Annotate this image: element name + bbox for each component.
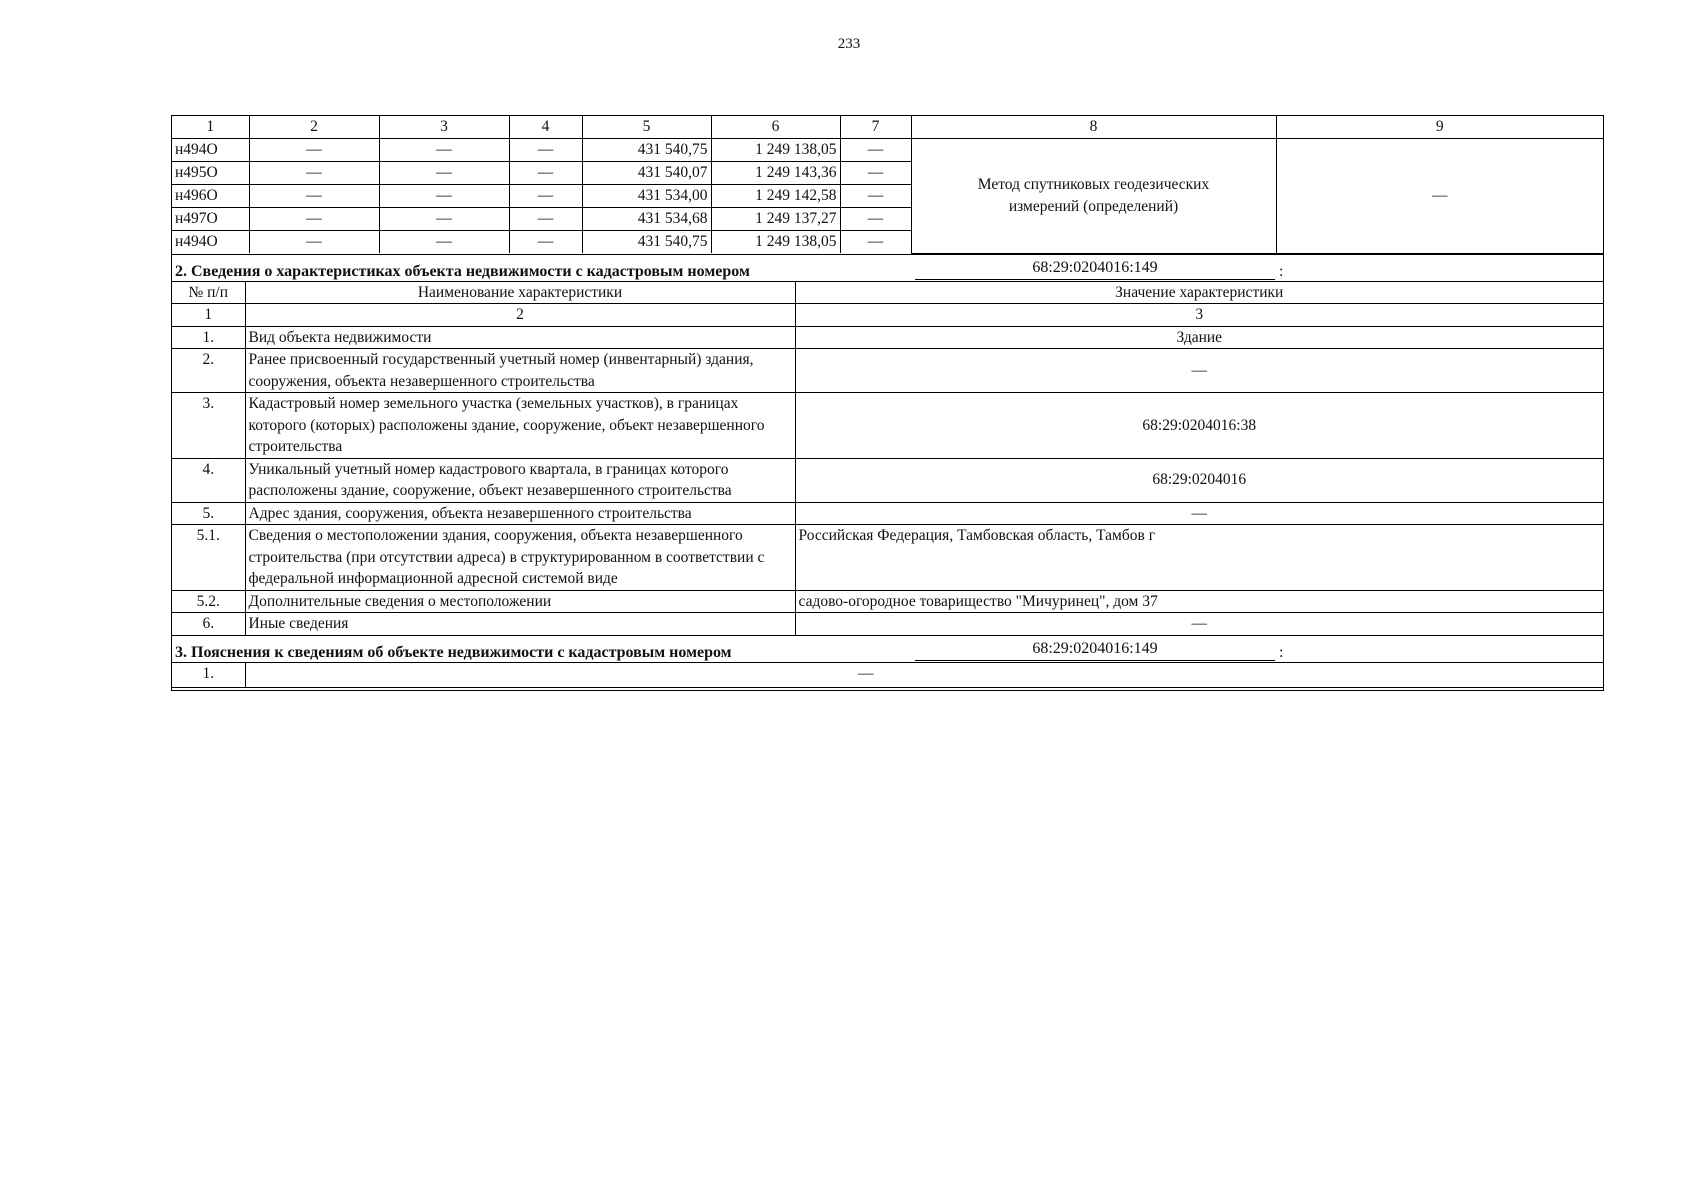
coord-x: 431 534,68 <box>582 208 711 231</box>
table-cell: — <box>249 208 379 231</box>
row-number: 4. <box>172 458 245 502</box>
row-number: 3. <box>172 393 245 459</box>
characteristics-header-row <box>172 282 1603 304</box>
table-row <box>172 349 1603 393</box>
section2-title: 2. Сведения о характеристиках объекта недвижимости с кадастровым номером <box>175 262 750 280</box>
table-cell: — <box>509 208 582 231</box>
table-cell: — <box>379 185 509 208</box>
table-row <box>172 613 1603 635</box>
table-cell: — <box>379 139 509 162</box>
coord-y: 1 249 142,58 <box>711 185 840 208</box>
table-row <box>172 502 1603 525</box>
coord-y: 1 249 137,27 <box>711 208 840 231</box>
table-cell: — <box>379 231 509 254</box>
row-number: 5.1. <box>172 525 245 591</box>
characteristic-name: Сведения о местоположении здания, сооружения, объекта незавершенного строительства (при отсутствии адреса) в структурированном в соответствии с федеральной информационной адресной системой виде <box>245 525 795 591</box>
coordinates-table <box>172 116 1603 254</box>
table-cell: — <box>840 185 911 208</box>
coord-x: 431 540,07 <box>582 162 711 185</box>
table-cell: — <box>249 139 379 162</box>
page-number: 233 <box>837 36 861 52</box>
header-cell: 9 <box>1276 116 1603 139</box>
header-cell: 8 <box>911 116 1276 139</box>
cadastral-sheet <box>171 115 1604 691</box>
table-cell: — <box>249 231 379 254</box>
section3-cadastral-number: 68:29:0204016:149 <box>915 638 1275 661</box>
table-row <box>172 393 1603 459</box>
header-cell: 1 <box>172 116 249 139</box>
column-number: 3 <box>795 304 1603 327</box>
section2-cadastral-number: 68:29:0204016:149 <box>915 257 1275 280</box>
coord-y: 1 249 143,36 <box>711 162 840 185</box>
coord-x: 431 540,75 <box>582 139 711 162</box>
characteristic-value: — <box>795 613 1603 635</box>
column-numbers-row <box>172 304 1603 327</box>
characteristic-value: Здание <box>795 326 1603 349</box>
coord-y: 1 249 138,05 <box>711 231 840 254</box>
coord-y: 1 249 138,05 <box>711 139 840 162</box>
table-cell: — <box>509 139 582 162</box>
characteristic-value: — <box>795 349 1603 393</box>
table-cell: — <box>379 162 509 185</box>
point-name: н496О <box>172 185 249 208</box>
header-name: Наименование характеристики <box>245 282 795 304</box>
row-number: 2. <box>172 349 245 393</box>
method-cell: Метод спутниковых геодезических измерений (определений) <box>911 139 1276 254</box>
characteristic-value: 68:29:0204016 <box>795 458 1603 502</box>
header-cell: 4 <box>509 116 582 139</box>
bottom-rule <box>172 687 1603 690</box>
characteristic-name: Дополнительные сведения о местоположении <box>245 590 795 613</box>
table-row <box>172 326 1603 349</box>
point-name: н494О <box>172 139 249 162</box>
row-number: 6. <box>172 613 245 635</box>
header-cell: 5 <box>582 116 711 139</box>
table-cell: — <box>840 162 911 185</box>
header-cell: 7 <box>840 116 911 139</box>
row-number: 1. <box>172 663 245 687</box>
table-cell: — <box>840 139 911 162</box>
row-number: 1. <box>172 326 245 349</box>
point-name: н497О <box>172 208 249 231</box>
section2-heading <box>172 254 1603 282</box>
table-cell: — <box>509 162 582 185</box>
table-cell: — <box>509 231 582 254</box>
characteristic-value: — <box>795 502 1603 525</box>
table-row <box>172 590 1603 613</box>
section2-colon: : <box>1279 262 1284 280</box>
header-cell: 6 <box>711 116 840 139</box>
characteristic-name: Вид объекта недвижимости <box>245 326 795 349</box>
table-cell: — <box>840 208 911 231</box>
section3-colon: : <box>1279 643 1284 661</box>
section3-heading <box>172 635 1603 663</box>
table-row <box>172 458 1603 502</box>
explanation-value: — <box>245 663 1603 687</box>
explanations-table <box>172 663 1603 687</box>
table-row <box>172 663 1603 687</box>
header-cell: 3 <box>379 116 509 139</box>
col9-cell: — <box>1276 139 1603 254</box>
table-row <box>172 139 1603 162</box>
row-number: 5.2. <box>172 590 245 613</box>
characteristic-value: Российская Федерация, Тамбовская область, Тамбов г <box>795 525 1603 591</box>
characteristic-name: Адрес здания, сооружения, объекта незавершенного строительства <box>245 502 795 525</box>
characteristic-name: Кадастровый номер земельного участка (земельных участков), в границах которого (которых) расположены здание, сооружение, объект незавершенного строительства <box>245 393 795 459</box>
characteristic-name: Иные сведения <box>245 613 795 635</box>
table-cell: — <box>379 208 509 231</box>
header-cell: 2 <box>249 116 379 139</box>
table-cell: — <box>509 185 582 208</box>
point-name: н494О <box>172 231 249 254</box>
table-row <box>172 525 1603 591</box>
coord-x: 431 534,00 <box>582 185 711 208</box>
characteristic-value: садово-огородное товарищество "Мичуринец", дом 37 <box>795 590 1603 613</box>
coord-x: 431 540,75 <box>582 231 711 254</box>
coordinates-header-row <box>172 116 1603 139</box>
point-name: н495О <box>172 162 249 185</box>
characteristic-name: Уникальный учетный номер кадастрового квартала, в границах которого расположены здание, сооружение, объект незавершенного строительства <box>245 458 795 502</box>
characteristics-table <box>172 282 1603 635</box>
table-cell: — <box>249 162 379 185</box>
column-number: 1 <box>172 304 245 327</box>
section3-title: 3. Пояснения к сведениям об объекте недвижимости с кадастровым номером <box>175 643 732 661</box>
column-number: 2 <box>245 304 795 327</box>
header-num: № п/п <box>172 282 245 304</box>
characteristic-value: 68:29:0204016:38 <box>795 393 1603 459</box>
row-number: 5. <box>172 502 245 525</box>
table-cell: — <box>249 185 379 208</box>
table-cell: — <box>840 231 911 254</box>
characteristic-name: Ранее присвоенный государственный учетный номер (инвентарный) здания, сооружения, объекта незавершенного строительства <box>245 349 795 393</box>
header-value: Значение характеристики <box>795 282 1603 304</box>
